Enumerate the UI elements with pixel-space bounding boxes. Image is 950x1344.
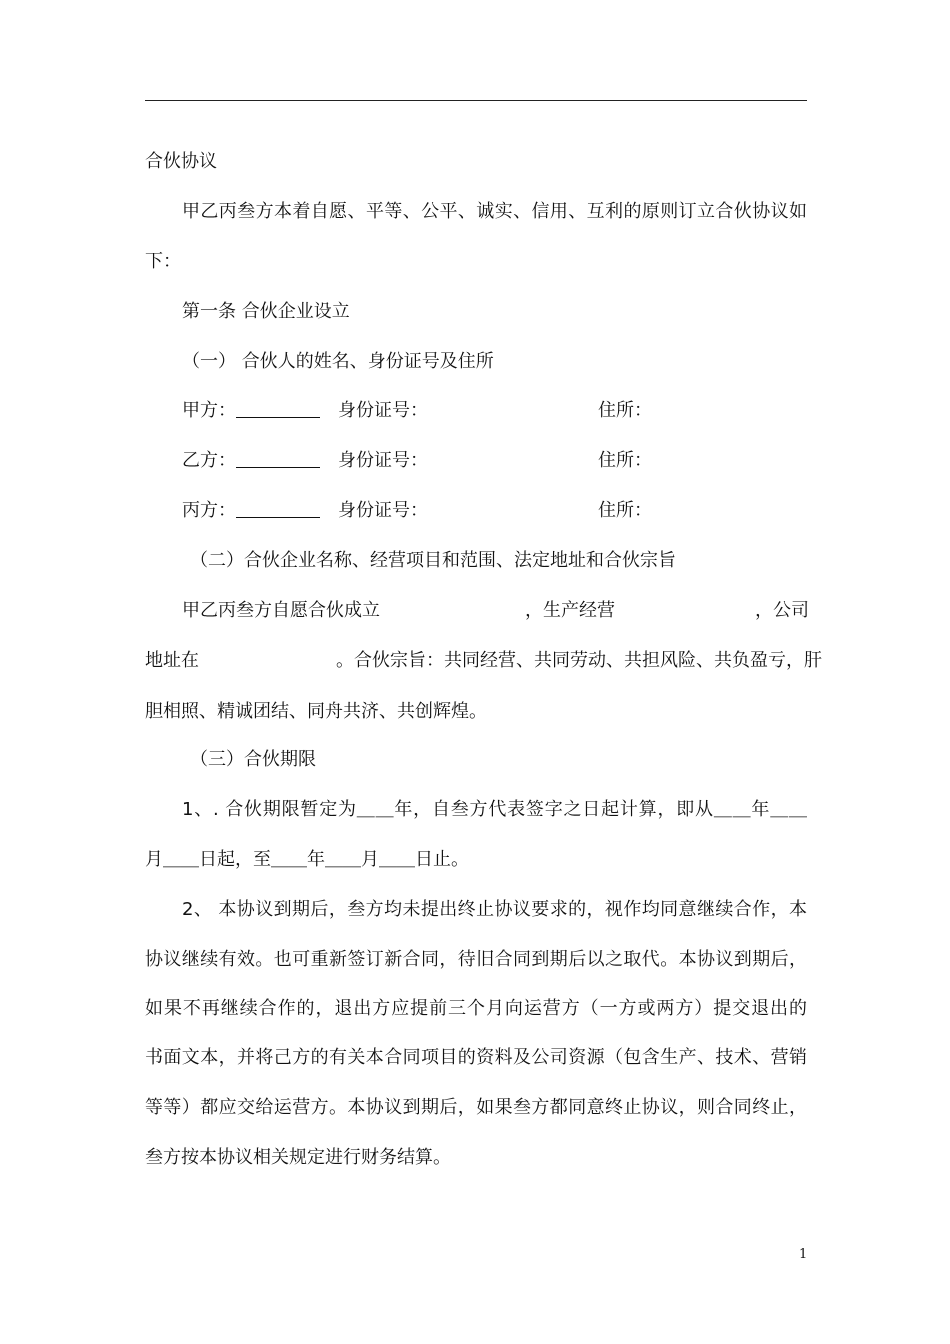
page-number: 1: [799, 1247, 808, 1262]
intro-line-1: 甲乙丙叁方本着自愿、平等、公平、诚实、信用、互利的原则订立合伙协议如: [182, 201, 807, 222]
term-2-line-5: 等等）都应交给运营方。本协议到期后，如果叁方都同意终止协议，则合同终止，: [145, 1097, 807, 1118]
party-c-address-label: 住所：: [598, 500, 652, 521]
header-rule: [145, 100, 807, 101]
party-c-id-label: 身份证号：: [338, 500, 428, 521]
term-2-line-1: 2、 本协议到期后，叁方均未提出终止协议要求的，视作均同意继续合作，本: [182, 899, 807, 920]
party-b-id-label: 身份证号：: [338, 450, 428, 471]
party-a-id-label: 身份证号：: [338, 400, 428, 421]
intro-line-2: 下：: [145, 251, 181, 272]
document-title: 合伙协议: [145, 151, 217, 172]
section-3-heading: （三）合伙期限: [190, 749, 316, 770]
term-2-line-4: 书面文本，并将己方的有关本合同项目的资料及公司资源（包含生产、技术、营销: [145, 1047, 807, 1068]
section-1-heading: （一） 合伙人的姓名、身份证号及住所: [182, 351, 494, 372]
establishment-text-2: ，生产经营: [525, 600, 615, 621]
party-name: 丙方：: [182, 500, 236, 521]
term-2-line-3: 如果不再继续合作的，退出方应提前三个月向运营方（一方或两方）提交退出的: [145, 998, 807, 1019]
term-1-line-1: 1、. 合伙期限暂定为＿＿年，自叁方代表签字之日起计算，即从＿＿年＿＿: [182, 799, 807, 820]
term-1-line-2: 月＿＿日起，至＿＿年＿＿月＿＿日止。: [145, 849, 469, 870]
purpose-line: 胆相照、精诚团结、同舟共济、共创辉煌。: [145, 701, 487, 722]
name-blank: [236, 399, 320, 418]
party-b-address-label: 住所：: [598, 450, 652, 471]
name-blank: [236, 449, 320, 468]
establishment-text-1: 甲乙丙叁方自愿合伙成立: [182, 600, 380, 621]
party-name: 乙方：: [182, 450, 236, 471]
address-text-1: 地址在: [145, 650, 199, 671]
term-2-line-2: 协议继续有效。也可重新签订新合同，待旧合同到期后以之取代。本协议到期后，: [145, 949, 807, 970]
name-blank: [236, 499, 320, 518]
establishment-text-3: ，公司: [755, 600, 809, 621]
party-row-a: [182, 398, 320, 424]
party-row-c: [182, 498, 320, 524]
party-a-address-label: 住所：: [598, 400, 652, 421]
party-name: 甲方：: [182, 400, 236, 421]
article-1-heading: 第一条 合伙企业设立: [182, 301, 350, 322]
address-text-2: 。合伙宗旨：共同经营、共同劳动、共担风险、共负盈亏，肝: [336, 650, 822, 671]
term-2-line-6: 叁方按本协议相关规定进行财务结算。: [145, 1147, 451, 1168]
party-row-b: [182, 448, 320, 474]
section-2-heading: （二）合伙企业名称、经营项目和范围、法定地址和合伙宗旨: [190, 550, 676, 571]
